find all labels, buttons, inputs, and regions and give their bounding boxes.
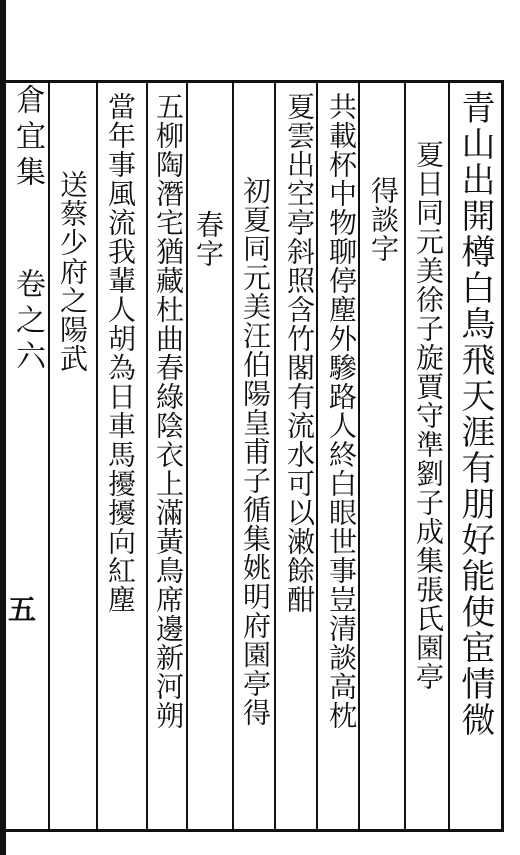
column-rule	[274, 83, 276, 829]
column-rule	[232, 83, 234, 829]
column-rule	[404, 83, 406, 829]
text-column: 夏雲出空亭斜照含竹閣有流水可以潄餘酣	[283, 92, 316, 614]
text-column: 夏日同元美徐子旋賈守準劉子成集張氏園亭	[412, 140, 445, 691]
text-column: 青山出開樽白鳥飛天涯有朋好能使宦情微	[455, 90, 495, 738]
column-rule	[186, 83, 188, 829]
margin-book-title: 倉宜集	[10, 84, 45, 192]
margin-volume: 卷之六	[10, 268, 45, 376]
margin-rule	[48, 83, 50, 829]
text-column: 春字	[192, 210, 225, 268]
column-rule	[316, 83, 318, 829]
text-column: 得談字	[367, 176, 400, 263]
text-column: 送蔡少府之陽武	[56, 170, 89, 373]
column-rule	[448, 83, 450, 829]
column-rule	[146, 83, 148, 829]
text-column: 初夏同元美汪伯陽皇甫子循集姚明府園亭得	[239, 176, 272, 727]
text-column: 五柳陶潛宅猶藏杜曲春綠陰衣上滿黃鳥席邊新河朔	[152, 92, 185, 730]
margin-folio: 五	[8, 593, 37, 626]
text-column: 當年事風流我輩人胡為日車馬擾擾向紅塵	[104, 92, 137, 614]
column-rule	[96, 83, 98, 829]
text-column: 共載杯中物聊停塵外驂路人終白眼世事豈清談高枕	[325, 92, 358, 730]
column-rule	[358, 83, 360, 829]
